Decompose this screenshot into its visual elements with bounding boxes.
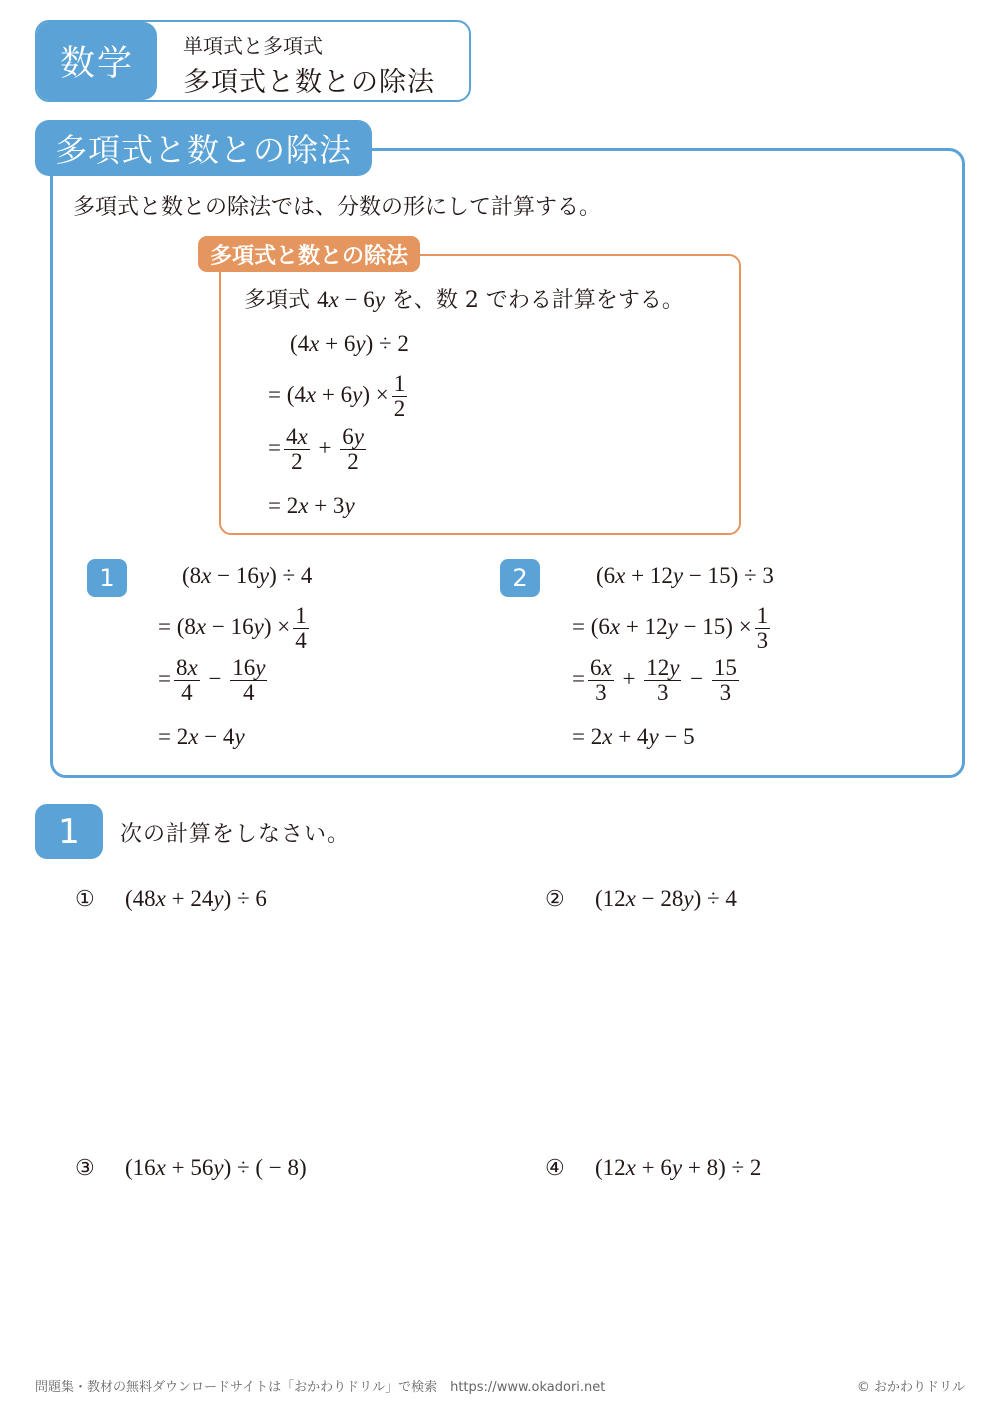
fraction: $\frac{15}{3}$ [713,655,737,706]
example-1-badge: 1 [87,559,127,597]
example-1-step-1: (8x − 16y) ÷ 4 [182,563,313,588]
fraction: $\frac{8x}{4}$ [175,655,198,706]
fraction: $\frac{1}{3}$ [756,603,769,654]
fraction: $\frac{16y}{4}$ [232,655,266,706]
problem-number: ④ [545,1155,565,1180]
fraction: $\frac{6x}{3}$ [589,655,612,706]
rule-step-2: = (4x + 6y) × $\frac{1}{2}$ [268,371,406,422]
fraction: $\frac{1}{4}$ [295,603,307,654]
example-2-step-4: = 2x + 4y − 5 [572,724,695,749]
problem-number: ② [545,886,565,911]
rule-statement-expr: 4x − 6y [317,287,385,312]
example-2-step-1: (6x + 12y − 15) ÷ 3 [596,563,774,588]
footer-copyright: © おかわりドリル [856,1380,965,1395]
example-1-step-2: = (8x − 16y) × $\frac{1}{4}$ [158,603,307,654]
example-1-step-3: = $\frac{8x}{4}$ − $\frac{16y}{4}$ [158,655,266,706]
fraction: $\frac{4x}{2}$ [285,424,308,475]
section-intro: 多項式と数との除法では、分数の形にして計算する。 [73,195,602,220]
problem-4: ④ (12x + 6y + 8) ÷ 2 [545,1155,762,1180]
problem-2: ② (12x − 28y) ÷ 4 [545,886,737,911]
rule-box-title: 多項式と数との除法 [198,236,420,272]
fraction: $\frac{12y}{3}$ [646,655,680,706]
problem-number: ① [75,886,95,911]
rule-statement [244,283,684,314]
problem-3: ③ (16x + 56y) ÷ ( − 8) [75,1155,307,1180]
fraction: $\frac{1}{2}$ [393,371,406,422]
problem-number: ③ [75,1155,95,1180]
rule-statement-mid: を、数 2 でわる計算をする。 [384,288,684,313]
footer-site-info: 問題集・教材の無料ダウンロードサイトは「おかわりドリル」で検索 https://www.okadori.net [35,1380,606,1395]
rule-step-1: (4x + 6y) ÷ 2 [290,331,409,356]
topic-title: 多項式と数との除法 [183,67,435,98]
example-2-step-3: = $\frac{6x}{3}$ + $\frac{12y}{3}$ − $\frac{15}{3}$ [572,655,737,706]
example-2-badge: 2 [500,559,540,597]
fraction: $\frac{6y}{2}$ [342,424,364,475]
subject-label: 数学 [37,22,157,100]
exercise-badge: 1 [35,804,103,859]
example-1-step-4: = 2x − 4y [158,724,245,749]
exercise-instruction: 次の計算をしなさい。 [120,822,351,847]
problem-1: ① (48x + 24y) ÷ 6 [75,886,267,911]
worksheet-header [35,20,471,102]
rule-statement-prefix: 多項式 [244,288,317,313]
rule-step-4: = 2x + 3y [268,493,355,518]
unit-title: 単項式と多項式 [183,34,323,58]
example-2-step-2: = (6x + 12y − 15) × $\frac{1}{3}$ [572,603,769,654]
section-title: 多項式と数との除法 [35,120,372,176]
rule-step-3: = $\frac{4x}{2}$ + $\frac{6y}{2}$ [268,424,364,475]
